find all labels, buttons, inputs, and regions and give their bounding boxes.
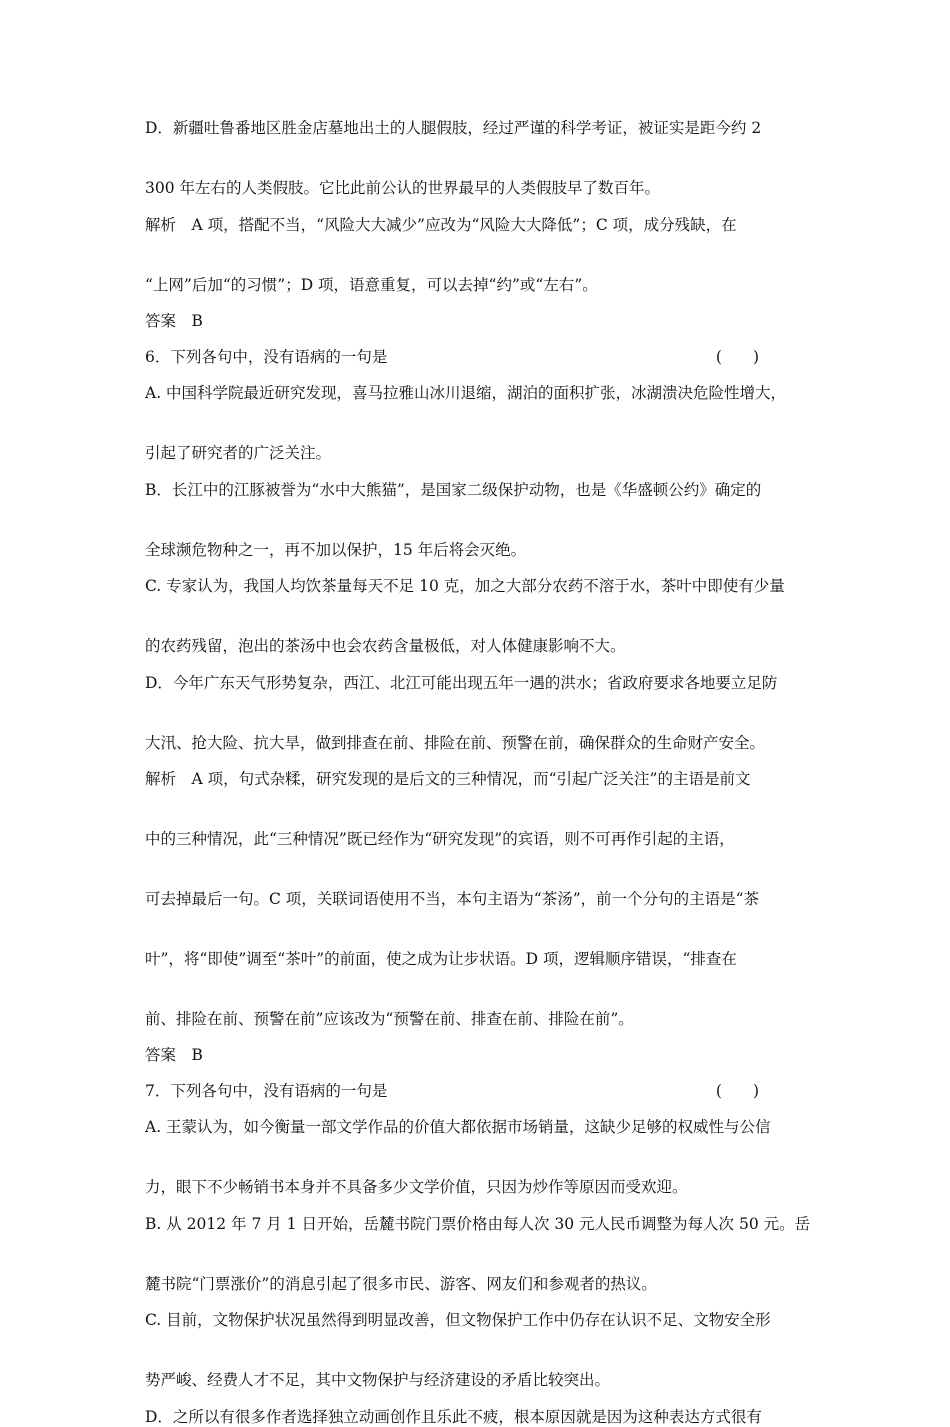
q6-analysis-line-3: 可去掉最后一句。C 项，关联词语使用不当，本句主语为“茶汤”，前一个分句的主语是“茶	[145, 890, 760, 908]
q7-option-c-line-2: 势严峻、经费人才不足，其中文物保护与经济建设的矛盾比较突出。	[145, 1371, 611, 1389]
q6-analysis-line-5: 前、排险在前、预警在前”应该改为“预警在前、排查在前、排险在前”。	[145, 1010, 634, 1028]
answer-line: 答案 B	[145, 312, 203, 330]
option-d-line-2: 300 年左右的人类假肢。它比此前公认的世界最早的人类假肢早了数百年。	[145, 179, 661, 197]
q6-option-b-line-2: 全球濒危物种之一，再不加以保护，15 年后将会灭绝。	[145, 541, 527, 559]
q7-option-a-line-2: 力，眼下不少畅销书本身并不具备多少文学价值，只因为炒作等原因而受欢迎。	[145, 1178, 688, 1196]
q6-option-c-line-2: 的农药残留，泡出的茶汤中也会农药含量极低，对人体健康影响不大。	[145, 637, 626, 655]
q6-option-d-line-2: 大汛、抢大险、抗大旱，做到排查在前、排险在前、预警在前，确保群众的生命财产安全。	[145, 734, 766, 752]
question-7-answer-paren: ( )	[715, 1082, 759, 1100]
q6-analysis-line-2: 中的三种情况，此“三种情况”既已经作为“研究发现”的宾语，则不可再作引起的主语，	[145, 830, 735, 848]
option-d-line-1: D．新疆吐鲁番地区胜金店墓地出土的人腿假肢，经过严谨的科学考证，被证实是距今约 2	[145, 119, 762, 137]
analysis-line-2: “上网”后加“的习惯”；D 项，语意重复，可以去掉“约”或“左右”。	[145, 276, 598, 294]
q6-answer-line: 答案 B	[145, 1046, 203, 1064]
question-6-text: 6．下列各句中，没有语病的一句是	[145, 348, 388, 366]
q6-option-c-line-1: C. 专家认为，我国人均饮茶量每天不足 10 克，加之大部分农药不溶于水，茶叶中即使有少量	[145, 577, 785, 595]
q6-option-a-line-1: A. 中国科学院最近研究发现，喜马拉雅山冰川退缩，湖泊的面积扩张，冰湖溃决危险性增大，	[145, 384, 787, 402]
question-6-stem	[145, 347, 817, 367]
q6-analysis-line-1: 解析 A 项，句式杂糅，研究发现的是后文的三种情况，而“引起广泛关注”的主语是前文	[145, 770, 751, 788]
q7-option-b-line-2: 麓书院“门票涨价”的消息引起了很多市民、游客、网友们和参观者的热议。	[145, 1275, 657, 1293]
question-7-text: 7．下列各句中，没有语病的一句是	[145, 1082, 388, 1100]
q6-analysis-line-4: 叶”，将“即使”调至“茶叶”的前面，使之成为让步状语。D 项，逻辑顺序错误，“排查在	[145, 950, 737, 968]
q7-option-c-line-1: C. 目前，文物保护状况虽然得到明显改善，但文物保护工作中仍存在认识不足、文物安全形	[145, 1311, 771, 1329]
q6-option-b-line-1: B．长江中的江豚被誉为“水中大熊猫”，是国家二级保护动物，也是《华盛顿公约》确定的	[145, 481, 762, 499]
q6-option-d-line-1: D．今年广东天气形势复杂，西江、北江可能出现五年一遇的洪水；省政府要求各地要立足防	[145, 674, 778, 692]
document-page	[145, 118, 817, 1427]
q7-option-a-line-1: A. 王蒙认为，如今衡量一部文学作品的价值大都依据市场销量，这缺少足够的权威性与公信	[145, 1118, 771, 1136]
q7-option-d-line-1: D．之所以有很多作者选择独立动画创作且乐此不疲，根本原因就是因为这种表达方式很有	[145, 1408, 762, 1426]
q7-option-b-line-1: B. 从 2012 年 7 月 1 日开始，岳麓书院门票价格由每人次 30 元人民币调整为每人次 50 元。岳	[145, 1215, 811, 1233]
question-7-stem	[145, 1081, 817, 1101]
q6-option-a-line-2: 引起了研究者的广泛关注。	[145, 444, 332, 462]
analysis-line-1: 解析 A 项，搭配不当，“风险大大减少”应改为“风险大大降低”；C 项，成分残缺，在	[145, 216, 737, 234]
question-6-answer-paren: ( )	[715, 348, 759, 366]
